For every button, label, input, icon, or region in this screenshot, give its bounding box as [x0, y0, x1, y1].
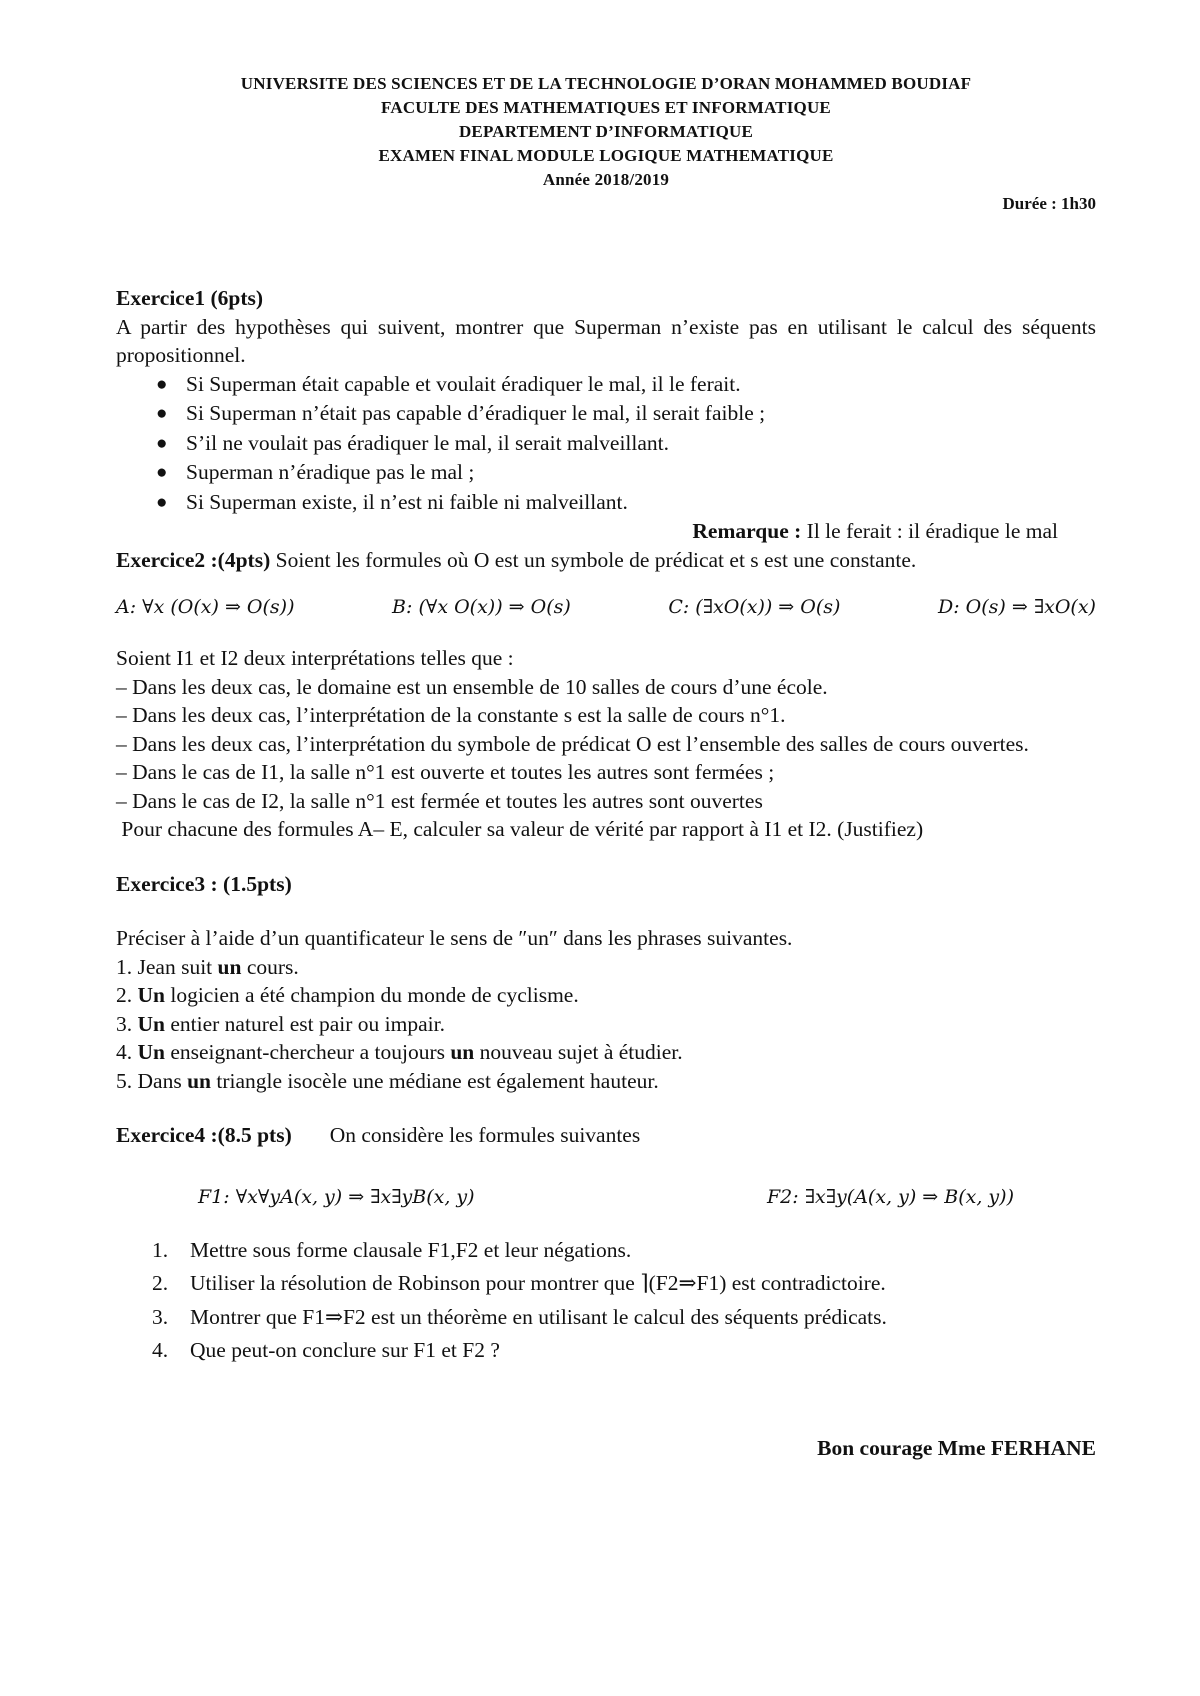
bullet-icon: ●: [156, 432, 168, 454]
exercise3-title: Exercice3 : (1.5pts): [116, 871, 292, 896]
hypothesis-text: Si Superman n’était pas capable d’éradiquer le mal, il serait faible ;: [186, 401, 766, 425]
sentence-text: 5. Dans: [116, 1068, 188, 1093]
exam-header: [116, 72, 1096, 192]
formula-b: B: (∀x O(x)) ⇒ O(s): [392, 596, 571, 618]
sentence-emphasis: Un: [137, 1040, 165, 1064]
exercise2-title: Exercice2 :(4pts): [116, 547, 271, 572]
exercise2-line: – Dans les deux cas, l’interprétation du symbole de prédicat O est l’ensemble des salles de cours ouvertes.: [116, 731, 1029, 756]
question-number: 4.: [152, 1338, 169, 1362]
sentence-text: triangle isocèle une médiane est également hauteur.: [210, 1068, 659, 1093]
question-text: Que peut-on conclure sur F1 et F2 ?: [190, 1338, 500, 1362]
exam-page: [116, 72, 1096, 1461]
question-text: Utiliser la résolution de Robinson pour montrer que ⌉(F2⇒F1) est contradictoire.: [190, 1271, 886, 1295]
formula-f2: F2: ∃x∃y(A(x, y) ⇒ B(x, y)): [767, 1185, 1014, 1208]
exam-duration: Durée : 1h30: [1002, 194, 1096, 213]
sentence-item: [116, 1067, 1096, 1096]
exercise1-remark: [116, 517, 1096, 546]
exercise4-intro: On considère les formules suivantes: [329, 1123, 641, 1147]
question-number: 2.: [152, 1271, 169, 1295]
hypothesis-item: [116, 399, 1096, 429]
department-name: DEPARTEMENT D’INFORMATIQUE: [458, 122, 754, 141]
faculty-name: FACULTE DES MATHEMATIQUES ET INFORMATIQUE: [381, 98, 831, 117]
exercise1-hypotheses: [116, 370, 1096, 518]
sentence-text: 1. Jean suit: [116, 954, 218, 979]
remark-text: Il le ferait : il éradique le mal: [801, 519, 1058, 543]
sentence-emphasis: Un: [137, 983, 165, 1007]
sentence-text: entier naturel est pair ou impair.: [164, 1011, 445, 1036]
sentence-emphasis: un: [187, 1068, 211, 1093]
exercise2-line: – Dans les deux cas, le domaine est un ensemble de 10 salles de cours d’une école.: [116, 674, 828, 699]
formula-d: D: O(s) ⇒ ∃xO(x): [938, 596, 1096, 618]
exercise4-title: Exercice4 :(8.5 pts): [116, 1123, 292, 1147]
question-number: 3.: [152, 1304, 169, 1329]
sentence-emphasis: un: [217, 954, 242, 979]
sentence-text: nouveau sujet à étudier.: [474, 1040, 683, 1064]
question-item: [116, 1301, 1096, 1335]
signature: Bon courage Mme FERHANE: [817, 1435, 1096, 1460]
sentence-text: cours.: [241, 954, 299, 979]
exercise4-heading: [116, 1121, 1096, 1150]
formula-a: A: ∀x (O(x) ⇒ O(s)): [116, 596, 295, 618]
exercise1-title: Exercice1 (6pts): [116, 286, 264, 310]
exercise2-intro: Soient les formules où O est un symbole de prédicat et s est une constante.: [270, 547, 917, 572]
exercise3-intro: Préciser à l’aide d’un quantificateur le sens de ″un″ dans les phrases suivantes.: [116, 926, 793, 950]
hypothesis-item: [116, 458, 1096, 488]
hypothesis-item: [116, 370, 1096, 400]
question-item: [116, 1267, 1096, 1301]
hypothesis-item: [116, 488, 1096, 518]
exercise2-heading: [116, 546, 1096, 575]
question-text: Mettre sous forme clausale F1,F2 et leur négations.: [190, 1237, 632, 1262]
bullet-icon: ●: [156, 491, 168, 513]
exercise2-line: – Dans le cas de I2, la salle n°1 est fermée et toutes les autres sont ouvertes: [116, 788, 763, 813]
hypothesis-text: S’il ne voulait pas éradiquer le mal, il serait malveillant.: [186, 430, 670, 455]
academic-year: Année 2018/2019: [542, 170, 670, 189]
question-item: [116, 1334, 1096, 1368]
sentence-text: 4.: [116, 1040, 138, 1064]
sentence-text: enseignant-chercheur a toujours: [164, 1040, 451, 1064]
sentence-text: logicien a été champion du monde de cyclisme.: [164, 983, 579, 1007]
question-text: Montrer que F1⇒F2 est un théorème en utilisant le calcul des séquents prédicats.: [190, 1304, 887, 1329]
sentence-emphasis: un: [450, 1040, 475, 1064]
exercise2-question: Pour chacune des formules A– E, calculer sa valeur de vérité par rapport à I1 et I2. (Justifiez): [116, 817, 924, 841]
exercise2-line: – Dans les deux cas, l’interprétation de la constante s est la salle de cours n°1.: [116, 703, 786, 727]
sentence-text: 2.: [116, 983, 138, 1007]
exercise2-formulas: [116, 596, 1096, 618]
university-name: UNIVERSITE DES SCIENCES ET DE LA TECHNOLOGIE D’ORAN MOHAMMED BOUDIAF: [240, 74, 972, 93]
exercise4-formulas: [116, 1186, 1096, 1208]
bullet-icon: ●: [156, 403, 168, 424]
formula-f1: F1: ∀x∀yA(x, y) ⇒ ∃x∃yB(x, y): [198, 1185, 475, 1208]
exercise2-line: – Dans le cas de I1, la salle n°1 est ouverte et toutes les autres sont fermées ;: [116, 760, 775, 784]
sentence-item: [116, 953, 1096, 982]
remark-label: Remarque :: [692, 519, 802, 543]
formula-c: C: (∃xO(x)) ⇒ O(s): [668, 596, 841, 618]
hypothesis-text: Superman n’éradique pas le mal ;: [186, 460, 475, 484]
question-item: [116, 1234, 1096, 1268]
exam-title: EXAMEN FINAL MODULE LOGIQUE MATHEMATIQUE: [378, 146, 834, 165]
sentence-emphasis: Un: [137, 1011, 165, 1036]
hypothesis-text: Si Superman était capable et voulait éradiquer le mal, il le ferait.: [186, 371, 741, 396]
hypothesis-text: Si Superman existe, il n’est ni faible ni malveillant.: [186, 489, 628, 514]
bullet-icon: ●: [156, 373, 168, 395]
sentence-item: [116, 1038, 1096, 1067]
exercise1-intro: A partir des hypothèses qui suivent, montrer que Superman n’existe pas en utilisant le calcul des séquents propositionnel.: [116, 314, 1096, 367]
exercise2-line: Soient I1 et I2 deux interprétations telles que :: [116, 646, 514, 670]
exercise4-questions: [116, 1234, 1096, 1368]
sentence-text: 3.: [116, 1011, 138, 1036]
sentence-item: [116, 1010, 1096, 1039]
question-number: 1.: [152, 1237, 169, 1262]
bullet-icon: ●: [156, 462, 168, 483]
sentence-item: [116, 981, 1096, 1010]
hypothesis-item: [116, 429, 1096, 459]
